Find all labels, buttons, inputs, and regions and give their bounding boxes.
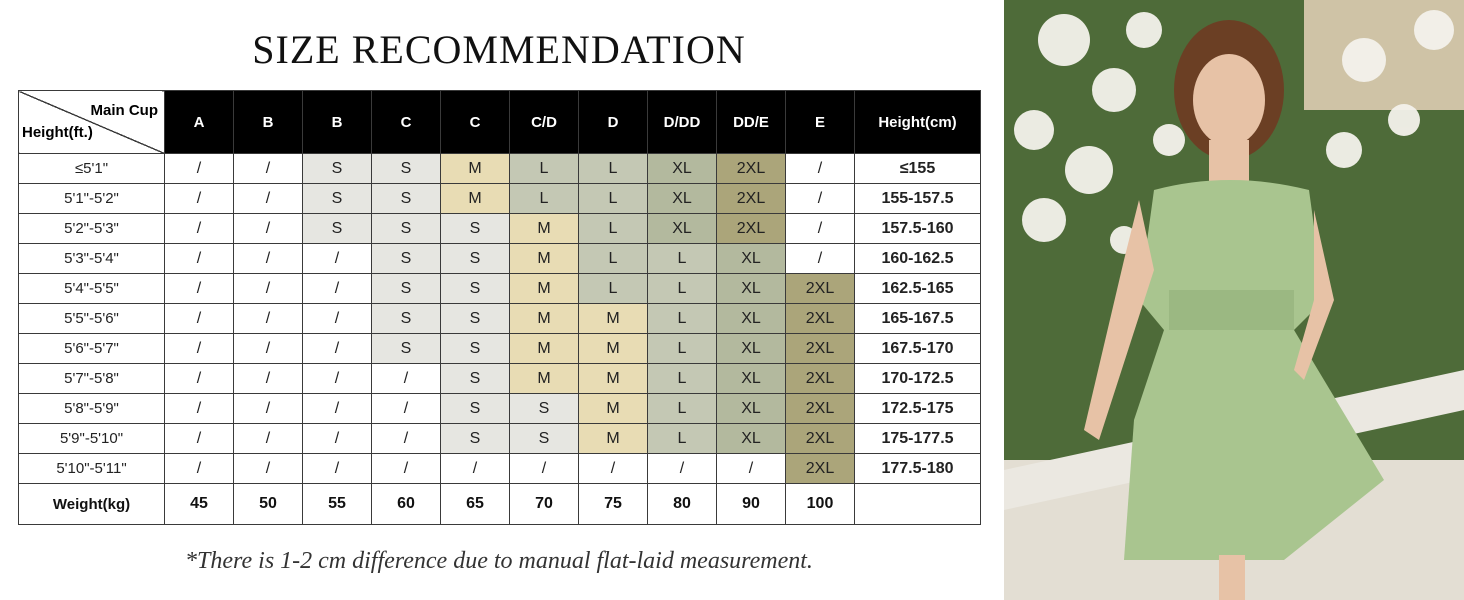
size-cell: L: [579, 184, 648, 214]
size-cell: 2XL: [717, 154, 786, 184]
weight-cell: 80: [648, 484, 717, 525]
model-illustration: [1004, 0, 1464, 600]
size-cell: S: [372, 184, 441, 214]
size-cell: /: [303, 334, 372, 364]
size-cell: /: [234, 154, 303, 184]
size-cell: /: [786, 184, 855, 214]
height-cm-cell: 172.5-175: [855, 394, 981, 424]
size-cell: /: [717, 454, 786, 484]
cup-header-c-3: C: [372, 91, 441, 154]
cup-header-c-d-5: C/D: [510, 91, 579, 154]
size-cell: M: [510, 364, 579, 394]
size-cell: /: [372, 424, 441, 454]
size-cell: XL: [717, 424, 786, 454]
height-cm-cell: 170-172.5: [855, 364, 981, 394]
model-photo: [1004, 0, 1464, 600]
height-cm-header: Height(cm): [855, 91, 981, 154]
size-cell: M: [510, 214, 579, 244]
size-cell: /: [234, 304, 303, 334]
table-row: [19, 334, 981, 364]
height-cm-cell: 177.5-180: [855, 454, 981, 484]
size-cell: /: [303, 274, 372, 304]
size-cell: S: [510, 424, 579, 454]
size-cell: /: [234, 334, 303, 364]
size-cell: /: [786, 214, 855, 244]
size-cell: /: [372, 364, 441, 394]
size-cell: M: [510, 244, 579, 274]
height-ft-cell: 5'1"-5'2": [19, 184, 165, 214]
size-cell: XL: [717, 274, 786, 304]
size-cell: M: [510, 334, 579, 364]
size-cell: /: [165, 334, 234, 364]
table-row: [19, 154, 981, 184]
size-cell: /: [234, 454, 303, 484]
cup-header-d-6: D: [579, 91, 648, 154]
height-ft-cell: 5'10"-5'11": [19, 454, 165, 484]
size-cell: L: [648, 364, 717, 394]
size-cell: /: [303, 304, 372, 334]
size-cell: S: [441, 274, 510, 304]
table-row: [19, 304, 981, 334]
cup-header-b-2: B: [303, 91, 372, 154]
weight-cell: 50: [234, 484, 303, 525]
cup-header-a-0: A: [165, 91, 234, 154]
weight-cell: 65: [441, 484, 510, 525]
weight-row: [19, 484, 981, 525]
size-cell: /: [165, 184, 234, 214]
cup-header-e-9: E: [786, 91, 855, 154]
size-cell: L: [579, 214, 648, 244]
size-cell: 2XL: [786, 274, 855, 304]
size-cell: S: [372, 304, 441, 334]
size-cell: S: [441, 394, 510, 424]
size-cell: /: [234, 364, 303, 394]
size-cell: /: [441, 454, 510, 484]
size-cell: M: [579, 364, 648, 394]
dress-waist: [1169, 290, 1294, 335]
size-cell: L: [648, 394, 717, 424]
size-cell: XL: [648, 214, 717, 244]
size-cell: /: [165, 304, 234, 334]
size-cell: M: [579, 334, 648, 364]
size-cell: /: [234, 424, 303, 454]
size-cell: M: [441, 154, 510, 184]
weight-cell: 100: [786, 484, 855, 525]
size-cell: L: [648, 244, 717, 274]
size-cell: S: [441, 304, 510, 334]
size-cell: XL: [717, 394, 786, 424]
size-cell: S: [441, 424, 510, 454]
height-cm-cell: 160-162.5: [855, 244, 981, 274]
size-cell: XL: [648, 154, 717, 184]
main-cup-label: Main Cup: [90, 102, 158, 119]
size-cell: /: [165, 214, 234, 244]
table-row: [19, 184, 981, 214]
size-cell: /: [165, 274, 234, 304]
size-cell: XL: [717, 334, 786, 364]
size-cell: S: [441, 364, 510, 394]
weight-cell: 45: [165, 484, 234, 525]
height-ft-cell: 5'6"-5'7": [19, 334, 165, 364]
legs: [1219, 555, 1245, 600]
face: [1193, 54, 1265, 146]
size-cell: /: [579, 454, 648, 484]
weight-label: Weight(kg): [19, 484, 165, 525]
size-cell: S: [303, 154, 372, 184]
size-cell: /: [234, 184, 303, 214]
size-cell: M: [579, 304, 648, 334]
size-cell: /: [372, 394, 441, 424]
size-cell: 2XL: [786, 304, 855, 334]
weight-cell: 90: [717, 484, 786, 525]
size-cell: /: [786, 244, 855, 274]
size-cell: /: [165, 364, 234, 394]
size-cell: S: [441, 244, 510, 274]
size-cell: S: [372, 154, 441, 184]
size-cell: L: [648, 304, 717, 334]
weight-cell: 60: [372, 484, 441, 525]
size-cell: XL: [648, 184, 717, 214]
size-chart-table: [18, 90, 981, 525]
size-cell: M: [510, 304, 579, 334]
height-cm-cell: 175-177.5: [855, 424, 981, 454]
measurement-note: *There is 1-2 cm difference due to manual flat-laid measurement.: [185, 548, 813, 574]
size-cell: /: [303, 394, 372, 424]
size-cell: S: [510, 394, 579, 424]
size-chart-body: [19, 154, 981, 484]
height-cm-cell: ≤155: [855, 154, 981, 184]
size-cell: L: [579, 244, 648, 274]
height-ft-cell: 5'5"-5'6": [19, 304, 165, 334]
size-cell: M: [441, 184, 510, 214]
corner-header-cell: [19, 91, 165, 154]
size-cell: S: [372, 274, 441, 304]
size-cell: /: [372, 454, 441, 484]
height-ft-cell: ≤5'1": [19, 154, 165, 184]
size-cell: /: [234, 244, 303, 274]
cup-header-c-4: C: [441, 91, 510, 154]
size-cell: 2XL: [786, 424, 855, 454]
cup-header-d-dd-7: D/DD: [648, 91, 717, 154]
size-cell: S: [303, 214, 372, 244]
height-cm-cell: 157.5-160: [855, 214, 981, 244]
height-cm-cell: 165-167.5: [855, 304, 981, 334]
height-cm-cell: 155-157.5: [855, 184, 981, 214]
size-cell: /: [234, 214, 303, 244]
height-ft-cell: 5'8"-5'9": [19, 394, 165, 424]
size-cell: S: [303, 184, 372, 214]
size-cell: /: [165, 154, 234, 184]
height-ft-cell: 5'4"-5'5": [19, 274, 165, 304]
table-row: [19, 424, 981, 454]
height-ft-label: Height(ft.): [22, 124, 93, 141]
size-cell: L: [648, 334, 717, 364]
size-cell: XL: [717, 364, 786, 394]
size-cell: /: [165, 394, 234, 424]
height-ft-cell: 5'2"-5'3": [19, 214, 165, 244]
table-row: [19, 244, 981, 274]
size-cell: /: [165, 244, 234, 274]
size-cell: L: [579, 274, 648, 304]
height-ft-cell: 5'9"-5'10": [19, 424, 165, 454]
size-cell: /: [165, 454, 234, 484]
size-cell: 2XL: [786, 454, 855, 484]
size-cell: 2XL: [717, 214, 786, 244]
size-cell: /: [303, 454, 372, 484]
table-row: [19, 394, 981, 424]
size-cell: L: [648, 424, 717, 454]
size-cell: 2XL: [717, 184, 786, 214]
size-cell: S: [372, 244, 441, 274]
height-ft-cell: 5'3"-5'4": [19, 244, 165, 274]
size-cell: /: [234, 394, 303, 424]
weight-cell: 75: [579, 484, 648, 525]
table-row: [19, 364, 981, 394]
size-cell: S: [372, 214, 441, 244]
size-cell: /: [303, 244, 372, 274]
page-title: SIZE RECOMMENDATION: [252, 27, 746, 72]
size-cell: XL: [717, 244, 786, 274]
size-cell: /: [303, 364, 372, 394]
size-cell: /: [165, 424, 234, 454]
table-row: [19, 214, 981, 244]
cup-header-b-1: B: [234, 91, 303, 154]
size-cell: M: [510, 274, 579, 304]
height-ft-cell: 5'7"-5'8": [19, 364, 165, 394]
height-cm-cell: 162.5-165: [855, 274, 981, 304]
table-row: [19, 274, 981, 304]
size-cell: 2XL: [786, 364, 855, 394]
header-row: [19, 91, 981, 154]
size-cell: L: [579, 154, 648, 184]
table-row: [19, 454, 981, 484]
size-cell: M: [579, 424, 648, 454]
size-cell: 2XL: [786, 334, 855, 364]
size-cell: 2XL: [786, 394, 855, 424]
size-cell: L: [510, 184, 579, 214]
size-cell: L: [510, 154, 579, 184]
weight-cell: 70: [510, 484, 579, 525]
size-cell: /: [786, 154, 855, 184]
size-cell: M: [579, 394, 648, 424]
size-cell: S: [441, 334, 510, 364]
size-cell: XL: [717, 304, 786, 334]
size-cell: S: [372, 334, 441, 364]
cup-header-dd-e-8: DD/E: [717, 91, 786, 154]
size-cell: /: [234, 274, 303, 304]
size-cell: /: [648, 454, 717, 484]
size-cell: S: [441, 214, 510, 244]
size-cell: /: [303, 424, 372, 454]
height-cm-cell: 167.5-170: [855, 334, 981, 364]
size-cell: /: [510, 454, 579, 484]
size-cell: L: [648, 274, 717, 304]
weight-cell: 55: [303, 484, 372, 525]
weight-empty-cell: [855, 484, 981, 525]
